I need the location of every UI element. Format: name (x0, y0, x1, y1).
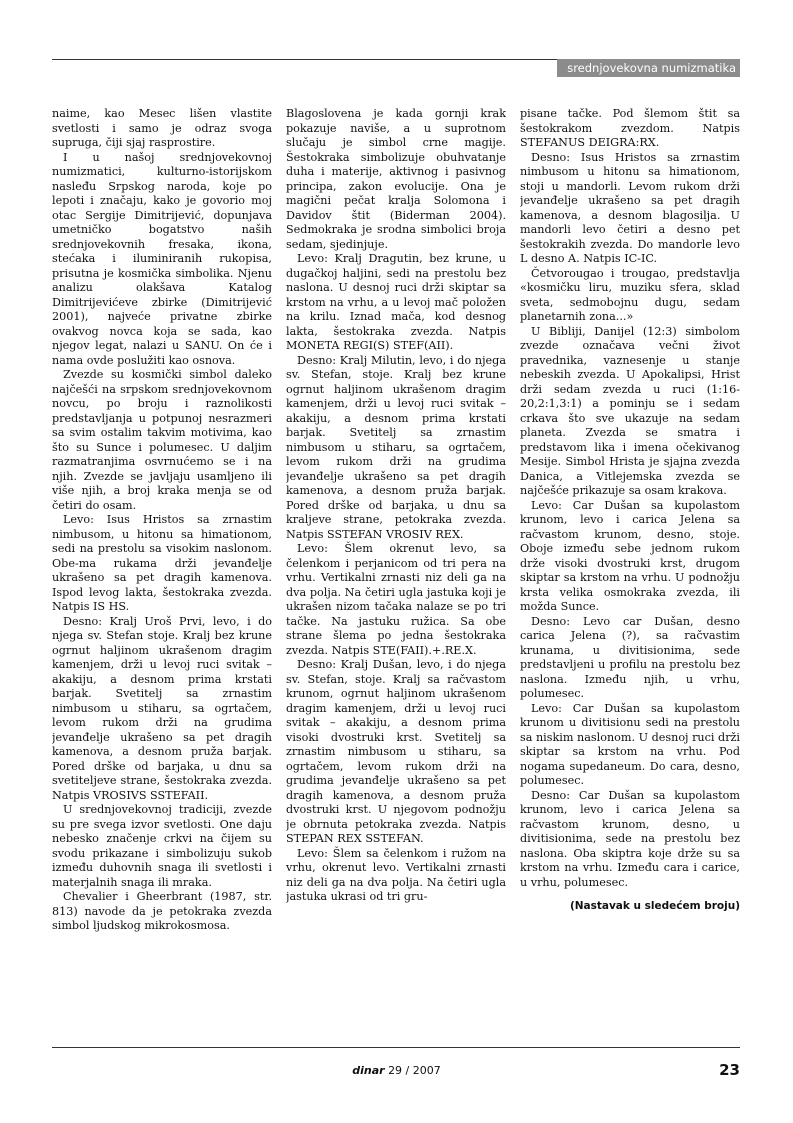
issue-number: 29 / 2007 (388, 1064, 441, 1077)
paragraph: Levo: Kralj Dragutin, bez krune, u dugačkoj haljini, sedi na prestolu bez naslona. U desnoj ruci drži skiptar sa krstom na vrhu, a u levoj mač položen na krilu. Iznad mača, kod desnog lakta, šestokraka zvezda. Natpis MONETA REGI(S) STEF(AII). (286, 252, 506, 352)
paragraph: Blagoslovena je kada gornji krak pokazuje naviše, a u suprotnom slučaju je simbol crne magije. Šestokraka simbolizuje obuhvatanje duha i materije, aktivnog i pasivnog principa, zakon evolucije. Ona je magični pečat kralja Solomona i Davidov štit (Biderman 2004). Sedmokraka je srodna simbolici broja sedam, sjedinjuje. (286, 107, 506, 251)
paragraph: Desno: Kralj Dušan, levo, i do njega sv. Stefan, stoje. Kralj sa račvastom krunom, ogrnut haljinom ukrašenom dragim kamenjem, drži u levoj ruci svitak – akakiju, a desnom prima visoki dvostruki krst. Svetitelj sa zrnastim nimbusom u stiharu, sa ogrtačem, levom rukom drži na grudima jevanđelje ukrašeno sa pet dragih kamenova, a desnom pruža dvostruki krst. U njegovom podnožju je obrnuta petokraka zvezda. Natpis STEPAN REX SSTEFAN. (286, 658, 506, 845)
article-body (52, 107, 740, 1032)
footer-issue (0, 1064, 793, 1077)
paragraph: U srednjovekovnoj tradiciji, zvezde su pre svega izvor svetlosti. One daju nebesko značenje crkvi na čijem su svodu prikazane i simbolizuju sukob između duhovnih snaga ili svetlosti i materjalnih snaga ili mraka. (52, 803, 272, 889)
paragraph: U Bibliji, Danijel (12:3) simbolom zvezde označava večni život pravednika, vaznesenje u stanje nebeskih zvezda. U Apokalipsi, Hrist drži sedam zvezda u ruci (1:16-20,2:1,3:1) a pominju se i sedam crkava što sve ukazuje na sedam planeta. Zvezda se smatra i predstavom lika i imena očekivanog Mesije. Simbol Hrista je sjajna zvezda Danica, a Vitlejemska zvezda se najčešće prikazuje sa osam krakova. (520, 324, 740, 497)
column-3-paragraphs (520, 107, 740, 890)
continued-note: (Nastavak u sledećem broju) (569, 900, 740, 912)
text-column-1 (52, 107, 272, 1032)
paragraph: naime, kao Mesec lišen vlastite svetlosti i samo je odraz svoga supruga, čiji sjaj rasprostire. (52, 107, 272, 149)
text-column-2 (286, 107, 506, 1032)
text-column-3 (520, 107, 740, 1032)
paragraph: Desno: Levo car Dušan, desno carica Jelena (?), sa račvastim krunama, u divitisionima, sede predstavljeni u profilu na prestolu bez naslona. Između njih, u vrhu, polumesec. (520, 614, 740, 700)
paragraph: Četvorougao i trougao, predstavlja «kosmičku liru, muziku sfera, sklad sveta, sedmobojnu dugu, sedam planetarnih zona...» (520, 266, 740, 323)
section-label: srednjovekovna numizmatika (557, 59, 740, 77)
paragraph: Desno: Kralj Milutin, levo, i do njega sv. Stefan, stoje. Kralj bez krune ogrnut haljinom ukrašenom dragim kamenjem, drži u levoj ruci svitak – akakiju, a desnom prima krstati barjak. Svetitelj sa zrnastim nimbusom u stiharu, sa ogrtačem, levom rukom drži na grudima jevanđelje ukrašeno sa pet dragih kamenova, a desnom pruža barjak. Pored drške od barjaka, u dnu sa kraljeve strane, petokraka zvezda. Natpis SSTEFAN VROSIV REX. (286, 353, 506, 541)
magazine-name: dinar (352, 1064, 385, 1077)
footer-rule (52, 1047, 740, 1048)
paragraph: Levo: Šlem okrenut levo, sa čelenkom i perjanicom od tri pera na vrhu. Vertikalni zrnasti niz deli ga na dva polja. Na četiri ugla jastuka koji je ukrašen nizom tačaka nalaze se po tri tačke. Na jastuku ružica. Sa obe strane šlema po jedna šestokraka zvezda. Natpis STE(FAII).+.RE.X. (286, 542, 506, 657)
paragraph: Levo: Šlem sa čelenkom i ružom na vrhu, okrenut levo. Vertikalni zrnasti niz deli ga na dva polja. Na četiri ugla jastuka ukrasi od tri gru- (286, 846, 506, 903)
paragraph: Levo: Isus Hristos sa zrnastim nimbusom, u hitonu sa himationom, sedi na prestolu sa visokim naslonom. Obe-ma rukama drži jevanđelje ukrašeno sa pet dragih kamenova. Ispod levog lakta, šestokraka zvezda. Natpis IS HS. (52, 513, 272, 613)
paragraph: Zvezde su kosmički simbol daleko najčešći na srpskom srednjovekovnom novcu, po broju i raznolikosti predstavljanja u potpunoj nesrazmeri sa svim ostalim takvim motivima, kao što su Sunce i polumesec. U daljim razmatranjima osvrnućemo se i na njih. Zvezde se javljaju usamljeno ili više njih, a broj kraka menja se od četiri do osam. (52, 368, 272, 512)
page-number: 23 (719, 1061, 740, 1079)
paragraph: Desno: Car Dušan sa kupolastom krunom, levo i carica Jelena sa račvastom krunom, desno, u divitisionima, sede na prestolu bez naslona. Oba skiptra koje drže su sa krstom na vrhu. Između cara i carice, u vrhu, polumesec. (520, 788, 740, 889)
paragraph: Chevalier i Gheerbrant (1987, str. 813) navode da je petokraka zvezda simbol ljudskog mikrokosmosa. (52, 890, 272, 932)
paragraph: Desno: Isus Hristos sa zrnastim nimbusom u hitonu sa himationom, stoji u mandorli. Levom rukom drži jevanđelje ukrašeno sa pet dragih kamenova, a desnom blagosilja. U mandorli levo četiri a desno pet šestokrakih zvezda. Do mandorle levo L desno A. Natpis IC-IC. (520, 150, 740, 265)
paragraph: Levo: Car Dušan sa kupolastom krunom, levo i carica Jelena sa račvastom krunom, desno, stoje. Oboje između sebe jednom rukom drže visoki dvostruki krst, drugom skiptar sa krstom na vrhu. U podnožju krsta velika osmokraka zvezda, ili možda Sunce. (520, 498, 740, 613)
paragraph: I u našoj srednjovekovnoj numizmatici, kulturno-istorijskom nasleđu Srpskog naroda, koje po lepoti i značaju, kako je govorio moj otac Sergije Dimitrijević, dopunjava umetničko bogatstvo naših srednjovekovnih fresaka, ikona, stećaka i iluminiranih rukopisa, prisutna je kosmička simbolika. Njenu analizu olakšava Katalog Dimitrijevićeve zbirke (Dimitrijević 2001), najveće privatne zbirke ovakvog novca koja se sada, kao njegov legat, nalazi u SANU. On će i nama ovde poslužiti kao osnova. (52, 150, 272, 367)
paragraph: Levo: Car Dušan sa kupolastom krunom u divitisionu sedi na prestolu sa niskim naslonom. U desnoj ruci drži skiptar sa krstom na vrhu. Pod nogama supedaneum. Do cara, desno, polumesec. (520, 701, 740, 787)
paragraph: pisane tačke. Pod šlemom štit sa šestokrakom zvezdom. Natpis STEFANUS DEIGRA:RX. (520, 107, 740, 149)
paragraph: Desno: Kralj Uroš Prvi, levo, i do njega sv. Stefan stoje. Kralj bez krune ogrnut haljinom ukrašenom dragim kamenjem, drži u levoj ruci svitak – akakiju, a desnom prima krstati barjak. Svetitelj sa zrnastim nimbusom u stiharu, sa ogrtačem, levom rukom drži na grudima jevanđelje ukrašeno sa pet dragih kamenova, a desnom pruža barjak. Pored drške od barjaka, u dnu sa svetiteljeve strane, šestokraka zvezda. Natpis VROSIVS SSTEFAII. (52, 614, 272, 802)
